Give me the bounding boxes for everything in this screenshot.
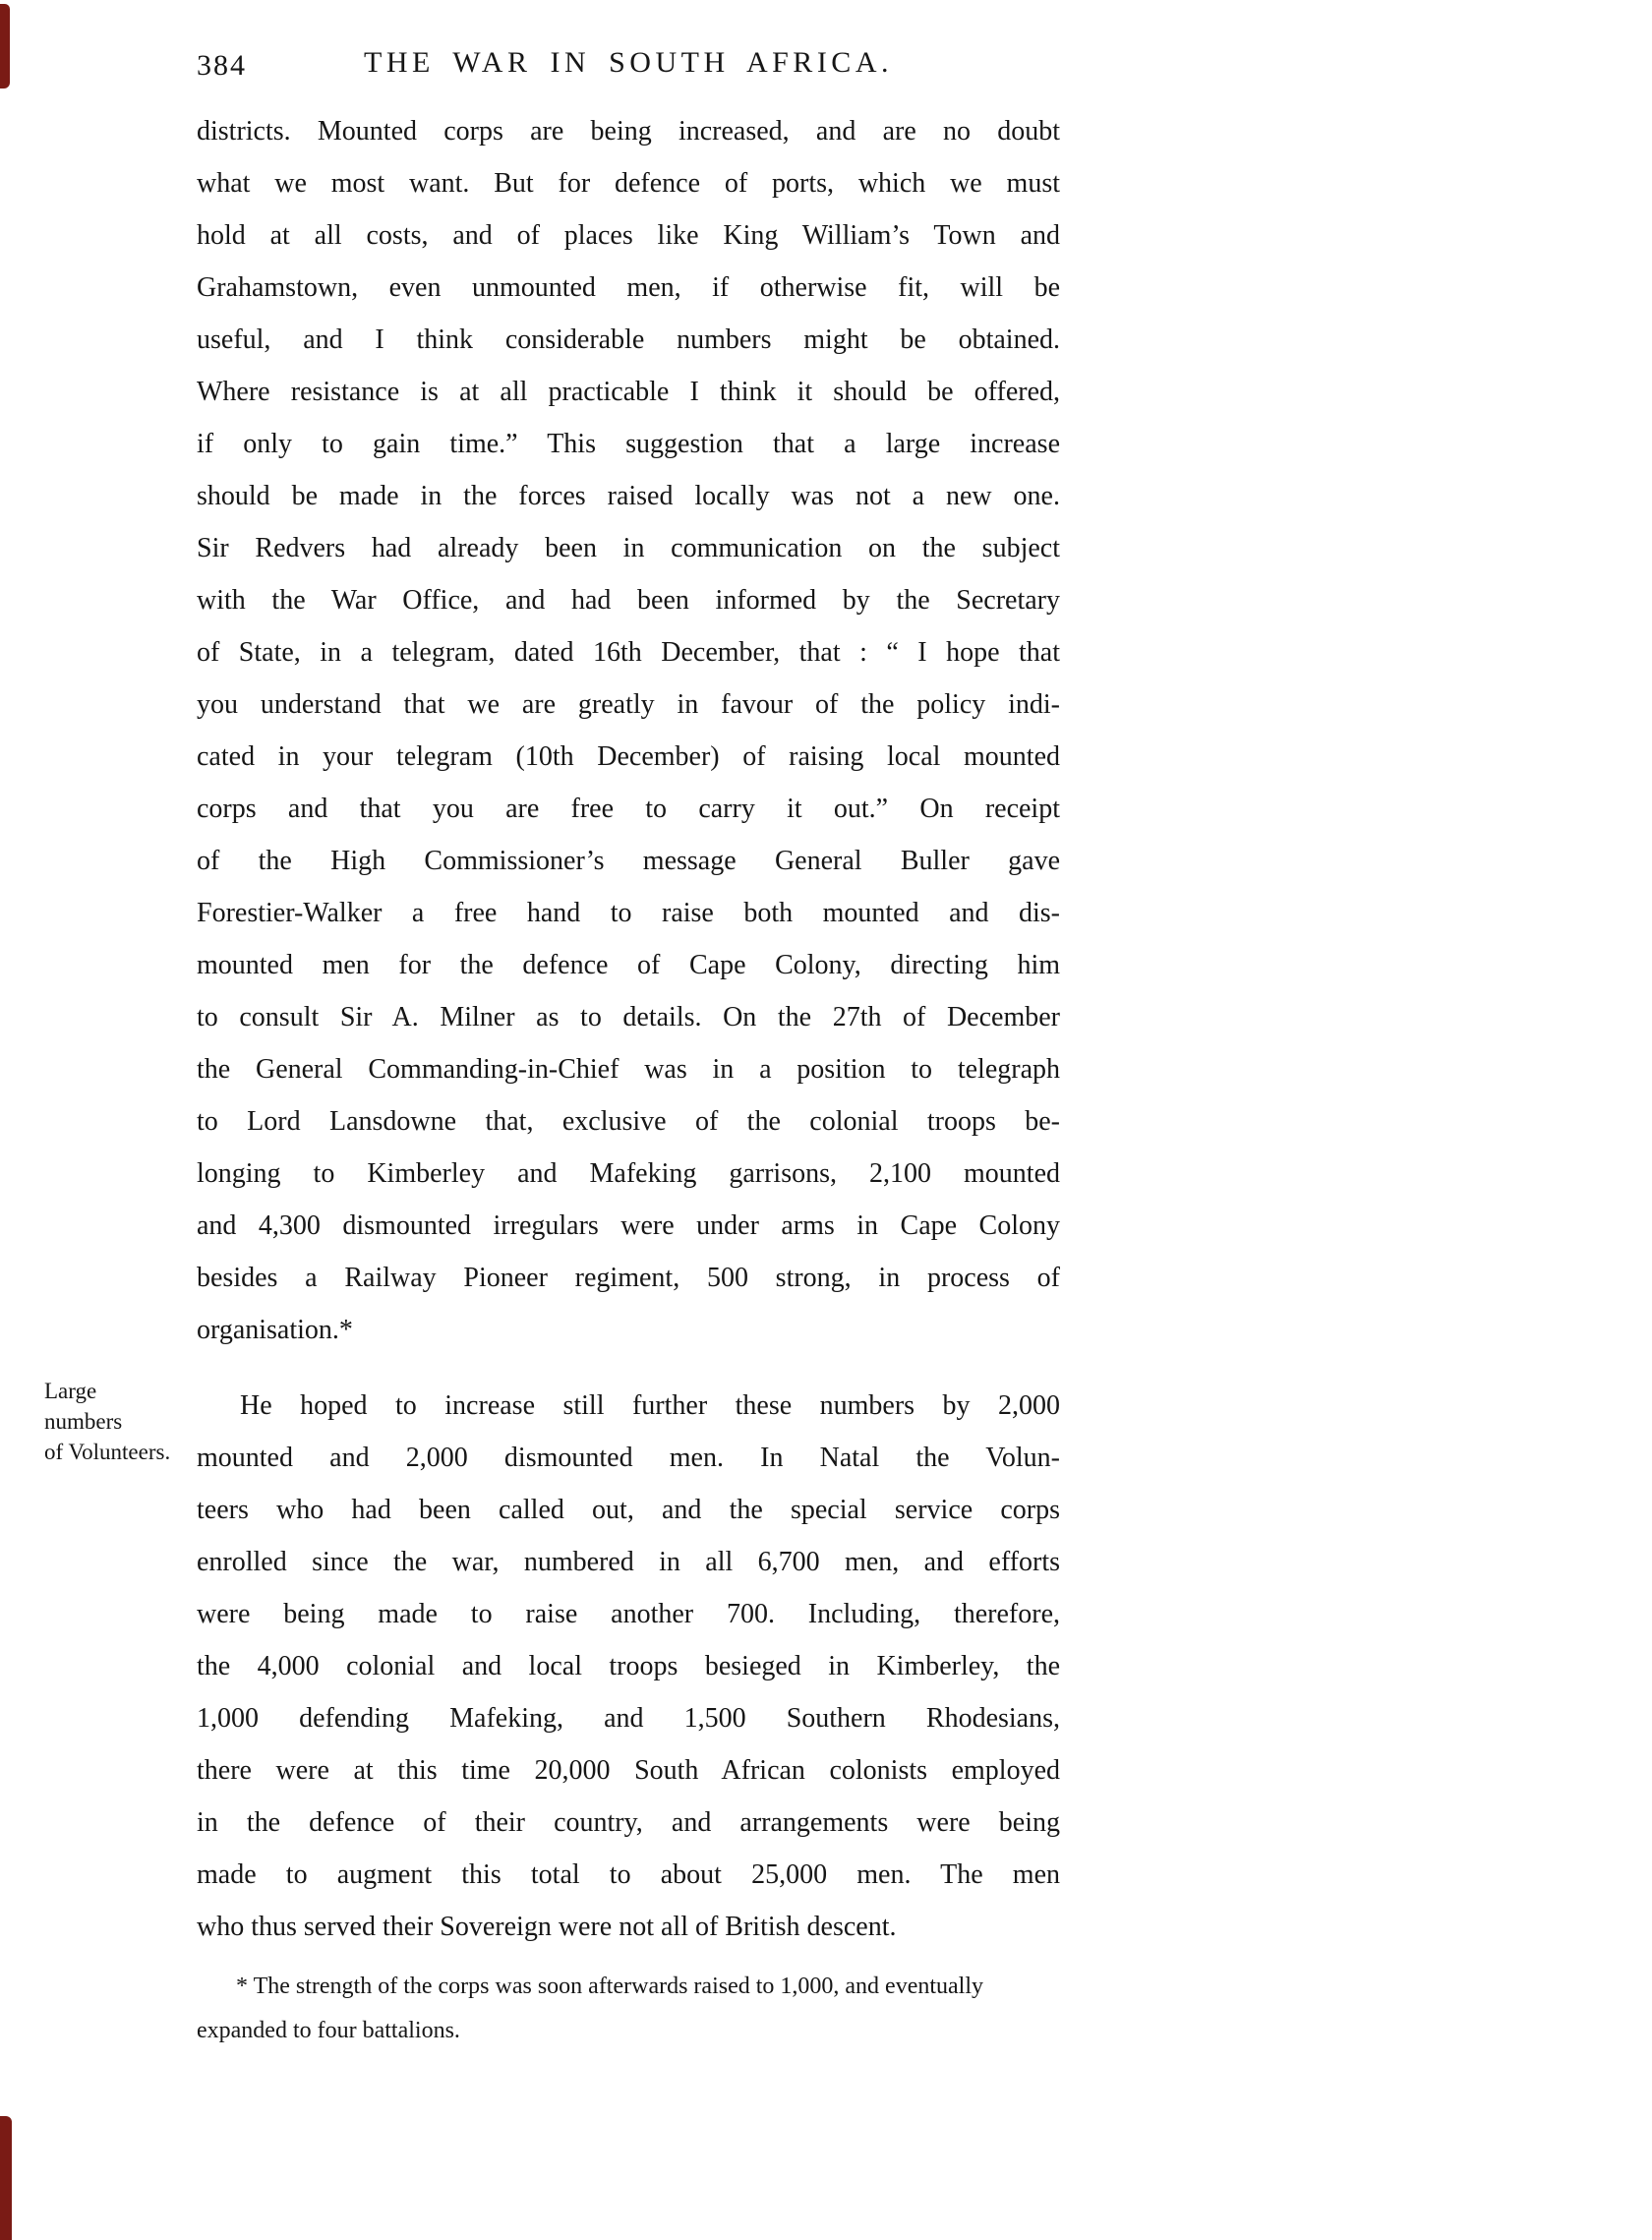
margin-note-line: of Volunteers. bbox=[44, 1440, 171, 1464]
footnote bbox=[197, 1965, 1060, 2053]
text-line: the General Commanding-in-Chief was in a position to telegraph bbox=[197, 1054, 1060, 1085]
text-line: districts. Mounted corps are being increased, and are no doubt bbox=[197, 116, 1060, 147]
text-line: useful, and I think considerable numbers might be obtained. bbox=[197, 324, 1060, 355]
text-line: the 4,000 colonial and local troops besieged in Kimberley, the bbox=[197, 1651, 1060, 1681]
body-text bbox=[197, 105, 1060, 1953]
text-column bbox=[197, 0, 1060, 2053]
text-line: enrolled since the war, numbered in all 6,700 men, and efforts bbox=[197, 1547, 1060, 1577]
text-line: to consult Sir A. Milner as to details. On the 27th of December bbox=[197, 1002, 1060, 1032]
text-line: Forestier-Walker a free hand to raise both mounted and dis- bbox=[197, 898, 1060, 928]
text-line: cated in your telegram (10th December) of raising local mounted bbox=[197, 741, 1060, 772]
text-line: besides a Railway Pioneer regiment, 500 strong, in process of bbox=[197, 1263, 1060, 1293]
scan-mark-top bbox=[0, 4, 10, 88]
text-line: 1,000 defending Mafeking, and 1,500 Southern Rhodesians, bbox=[197, 1703, 1060, 1734]
margin-note-line: Large bbox=[44, 1379, 97, 1403]
paragraph-2 bbox=[197, 1380, 1060, 1953]
footnote-line: expanded to four battalions. bbox=[197, 2018, 460, 2043]
text-line: made to augment this total to about 25,000 men. The men bbox=[197, 1859, 1060, 1890]
text-line: there were at this time 20,000 South African colonists employed bbox=[197, 1755, 1060, 1786]
paragraph-1 bbox=[197, 105, 1060, 1356]
text-line: Where resistance is at all practicable I think it should be offered, bbox=[197, 377, 1060, 407]
margin-note bbox=[44, 1376, 197, 1467]
text-line: organisation.* bbox=[197, 1315, 353, 1345]
text-line: corps and that you are free to carry it out.” On receipt bbox=[197, 794, 1060, 824]
text-line: of State, in a telegram, dated 16th December, that : “ I hope that bbox=[197, 637, 1060, 668]
text-line: of the High Commissioner’s message General Buller gave bbox=[197, 846, 1060, 876]
text-line: and 4,300 dismounted irregulars were under arms in Cape Colony bbox=[197, 1210, 1060, 1241]
text-line: He hoped to increase still further these numbers by 2,000 bbox=[240, 1390, 1060, 1421]
running-title: THE WAR IN SOUTH AFRICA. bbox=[364, 46, 893, 79]
text-line: mounted and 2,000 dismounted men. In Natal the Volun- bbox=[197, 1443, 1060, 1473]
text-line: you understand that we are greatly in favour of the policy indi- bbox=[197, 689, 1060, 720]
margin-note-line: numbers bbox=[44, 1409, 123, 1434]
text-line: teers who had been called out, and the special service corps bbox=[197, 1495, 1060, 1525]
text-line: longing to Kimberley and Mafeking garrisons, 2,100 mounted bbox=[197, 1158, 1060, 1189]
text-line: Grahamstown, even unmounted men, if otherwise fit, will be bbox=[197, 272, 1060, 303]
text-line: with the War Office, and had been informed by the Secretary bbox=[197, 585, 1060, 616]
text-line: to Lord Lansdowne that, exclusive of the colonial troops be- bbox=[197, 1106, 1060, 1137]
text-line: mounted men for the defence of Cape Colony, directing him bbox=[197, 950, 1060, 980]
text-line: what we most want. But for defence of ports, which we must bbox=[197, 168, 1060, 199]
page-number: 384 bbox=[197, 49, 247, 82]
text-line: who thus served their Sovereign were not all of British descent. bbox=[197, 1912, 897, 1942]
footnote-line: * The strength of the corps was soon afterwards raised to 1,000, and eventually bbox=[236, 1974, 984, 1999]
text-line: should be made in the forces raised locally was not a new one. bbox=[197, 481, 1060, 511]
text-line: were being made to raise another 700. Including, therefore, bbox=[197, 1599, 1060, 1629]
page-header bbox=[197, 46, 1060, 86]
text-line: in the defence of their country, and arrangements were being bbox=[197, 1807, 1060, 1838]
text-line: if only to gain time.” This suggestion that a large increase bbox=[197, 429, 1060, 459]
scan-mark-bottom bbox=[0, 2116, 12, 2240]
text-line: Sir Redvers had already been in communication on the subject bbox=[197, 533, 1060, 563]
text-line: hold at all costs, and of places like King William’s Town and bbox=[197, 220, 1060, 251]
